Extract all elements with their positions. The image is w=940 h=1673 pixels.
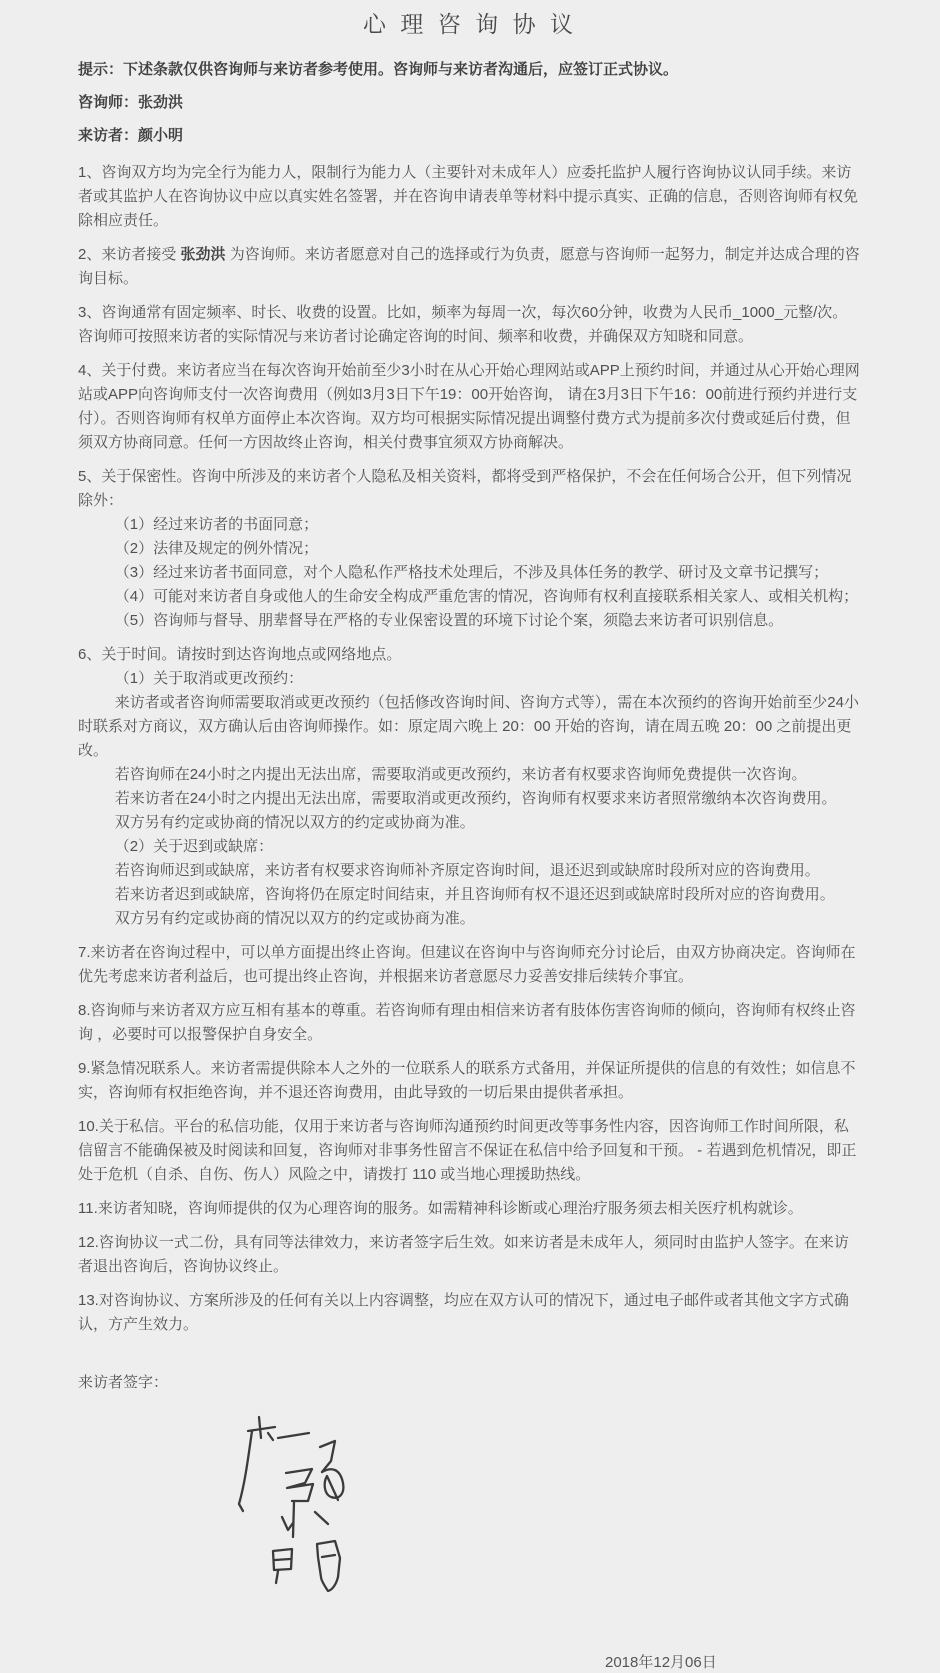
text-segment: 6、关于时间。请按时到达咨询地点或网络地点。	[78, 646, 402, 663]
clause-text	[78, 1231, 862, 1279]
text-segment: （1）经过来访者的书面同意；	[114, 516, 319, 533]
signature-ink-icon	[226, 1409, 356, 1601]
clause-text	[78, 787, 862, 811]
signature-stroke	[322, 1469, 343, 1500]
signature-label: 来访者签字：	[78, 1374, 169, 1391]
clause-text	[78, 1197, 862, 1221]
clause-9	[78, 1057, 862, 1105]
text-segment: （1）关于取消或更改预约：	[114, 670, 304, 687]
text-segment: 双方另有约定或协商的情况以双方的约定或协商为准。	[114, 910, 475, 927]
text-segment: 双方另有约定或协商的情况以双方的约定或协商为准。	[114, 814, 475, 831]
clause-text	[78, 609, 862, 633]
clause-text	[78, 465, 862, 513]
text-segment: 4、关于付费。来访者应当在每次咨询开始前至少3小时在从心开始心理网站或APP上预约时间，并通过从心开始心理网站或APP向咨询师支付一次咨询费用（例如3月3日下午19：00开始咨询， 请在3月3日下午16：00前进行预约并进行支付）。否则咨询师有权单方面停止本次咨询。双方均可根据实际情况提出调整付费方式为提前多次付费或延后付费，但须双方协商同意。任何一方因故终止咨询，相关付费事宜须双方协商解决。	[78, 362, 860, 451]
text-segment: 1、咨询双方均为完全行为能力人，限制行为能力人（主要针对未成年人）应委托监护人履行咨询协议认同手续。来访者或其监护人在咨询协议中应以真实姓名签署，并在咨询申请表单等材料中提示真实、正确的信息，否则咨询师有权免除相应责任。	[78, 164, 859, 229]
text-segment: （2）关于迟到或缺席：	[114, 838, 274, 855]
signature-stroke	[282, 1517, 293, 1530]
signature-stroke	[293, 1502, 294, 1537]
clause-text	[78, 811, 862, 835]
clause-2	[78, 243, 862, 291]
counselor-line: 咨询师：张劲洪	[78, 94, 184, 111]
clause-text	[78, 1057, 862, 1105]
clause-text	[78, 883, 862, 907]
clause-text	[78, 859, 862, 883]
text-segment: 若来访者在24小时之内提出无法出席，需要取消或更改预约，咨询师有权要求来访者照常缴纳本次咨询费用。	[114, 790, 837, 807]
clause-text	[78, 999, 862, 1047]
clause-text	[78, 835, 862, 859]
clause-12	[78, 1231, 862, 1279]
signature-stroke	[278, 1433, 309, 1438]
signature-stroke	[275, 1559, 290, 1560]
clause-5	[78, 465, 862, 633]
text-segment: 为咨询师。来访者愿意对自己的选择或行为负责，愿意与咨询师一起努力，制定并达成合理的咨询目标。	[78, 246, 860, 287]
text-segment: （5）咨询师与督导、朋辈督导在严格的专业保密设置的环境下讨论个案，须隐去来访者可识别信息。	[114, 612, 784, 629]
clause-text	[78, 301, 862, 349]
text-segment: 11.来访者知晓，咨询师提供的仅为心理咨询的服务。如需精神科诊断或心理治疗服务须去相关医疗机构就诊。	[78, 1200, 803, 1217]
page-title: 心 理 咨 询 协 议	[363, 11, 577, 37]
clause-7	[78, 941, 862, 989]
signature-stroke	[286, 1469, 313, 1501]
text-segment: （2）法律及规定的例外情况；	[114, 540, 319, 557]
clause-1	[78, 161, 862, 233]
tip-line: 提示：下述条款仅供咨询师与来访者参考使用。咨询师与来访者沟通后，应签订正式协议。	[78, 61, 679, 78]
text-segment: 12.咨询协议一式二份，具有同等法律效力，来访者签字后生效。如来访者是未成年人，须同时由监护人签字。在来访者退出咨询后，咨询协议终止。	[78, 1234, 849, 1275]
signature-stroke	[239, 1431, 252, 1511]
clause-text	[78, 161, 862, 233]
text-segment: （3）经过来访者书面同意，对个人隐私作严格技术处理后，不涉及具体任务的教学、研讨及文章书记撰写；	[114, 564, 829, 581]
signature-stroke	[276, 1571, 278, 1583]
text-segment: 8.咨询师与来访者双方应互相有基本的尊重。若咨询师有理由相信来访者有肢体伤害咨询师的倾向，咨询师有权终止咨询 ，必要时可以报警保护自身安全。	[78, 1002, 856, 1043]
text-segment: 10.关于私信。平台的私信功能，仅用于来访者与咨询师沟通预约时间更改等事务性内容，因咨询师工作时间所限，私信留言不能确保被及时阅读和回复，咨询师对非事务性留言不保证在私信中给予回复和干预。 - 若遇到危机情况，即正处于危机（自杀、自伤、伤人）风险之中，请拨打 110 或当地心理援助热线。	[78, 1118, 857, 1183]
signature-handwriting	[226, 1409, 356, 1601]
clause-13	[78, 1289, 862, 1337]
clause-text	[78, 1289, 862, 1337]
clause-6	[78, 643, 862, 931]
text-segment: （4）可能对来访者自身或他人的生命安全构成严重危害的情况，咨询师有权利直接联系相关家人、或相关机构；	[114, 588, 859, 605]
clause-text	[78, 561, 862, 585]
text-segment: 3、咨询通常有固定频率、时长、收费的设置。比如，频率为每周一次，每次60分钟，收费为人民币_1000_元整/次。咨询师可按照来访者的实际情况与来访者讨论确定咨询的时间、频率和收费，并确保双方知晓和同意。	[78, 304, 848, 345]
clause-text	[78, 907, 862, 931]
text-segment: 若咨询师在24小时之内提出无法出席，需要取消或更改预约，来访者有权要求咨询师免费提供一次咨询。	[114, 766, 807, 783]
clause-11	[78, 1197, 862, 1221]
clause-3	[78, 301, 862, 349]
text-segment: 若来访者迟到或缺席，咨询将仍在原定时间结束，并且咨询师有权不退还迟到或缺席时段所对应的咨询费用。	[114, 886, 835, 903]
visitor-line: 来访者：颜小明	[78, 127, 184, 144]
clause-text	[78, 585, 862, 609]
signature-stroke	[315, 1512, 328, 1524]
clause-text	[78, 643, 862, 667]
clause-text	[78, 691, 862, 763]
text-segment: 5、关于保密性。咨询中所涉及的来访者个人隐私及相关资料，都将受到严格保护，不会在任何场合公开，但下列情况除外：	[78, 468, 852, 509]
clause-8	[78, 999, 862, 1047]
clause-text	[78, 513, 862, 537]
counselor-name-emphasis: 张劲洪	[180, 246, 226, 263]
text-segment: 来访者或者咨询师需要取消或更改预约（包括修改咨询时间、咨询方式等），需在本次预约的咨询开始前至少24小时联系对方商议，双方确认后由咨询师操作。如：原定周六晚上 20：00 开始的咨询，请在周五晚 20：00 之前提出更改。	[78, 694, 859, 759]
clause-text	[78, 763, 862, 787]
clause-text	[78, 1115, 862, 1187]
text-segment: 13.对咨询协议、方案所涉及的任何有关以上内容调整，均应在双方认可的情况下，通过电子邮件或者其他文字方式确认，方产生效力。	[78, 1292, 849, 1333]
text-segment: 2、来访者接受	[78, 246, 181, 263]
clause-text	[78, 667, 862, 691]
text-segment: 若咨询师迟到或缺席，来访者有权要求咨询师补齐原定咨询时间，退还迟到或缺席时段所对应的咨询费用。	[114, 862, 820, 879]
text-segment: 7.来访者在咨询过程中，可以单方面提出终止咨询。但建议在咨询中与咨询师充分讨论后，由双方协商决定。咨询师在优先考虑来访者利益后，也可提出终止咨询，并根据来访者意愿尽力妥善安排后续转介事宜。	[78, 944, 856, 985]
signature-stroke	[322, 1555, 335, 1557]
text-segment: 9.紧急情况联系人。来访者需提供除本人之外的一位联系人的联系方式备用，并保证所提供的信息的有效性；如信息不实，咨询师有权拒绝咨询，并不退还咨询费用，由此导致的一切后果由提供者承担。	[78, 1060, 856, 1101]
signature-stroke	[268, 1433, 273, 1440]
signature-stroke	[317, 1541, 340, 1591]
date-line: 2018年12月06日	[605, 1654, 717, 1671]
clause-10	[78, 1115, 862, 1187]
signature-stroke	[320, 1441, 335, 1472]
clause-text	[78, 941, 862, 989]
clause-4	[78, 359, 862, 455]
clause-text	[78, 537, 862, 561]
signature-stroke	[259, 1417, 261, 1438]
clause-list	[78, 161, 862, 1337]
clause-text	[78, 243, 862, 291]
clause-text	[78, 359, 862, 455]
